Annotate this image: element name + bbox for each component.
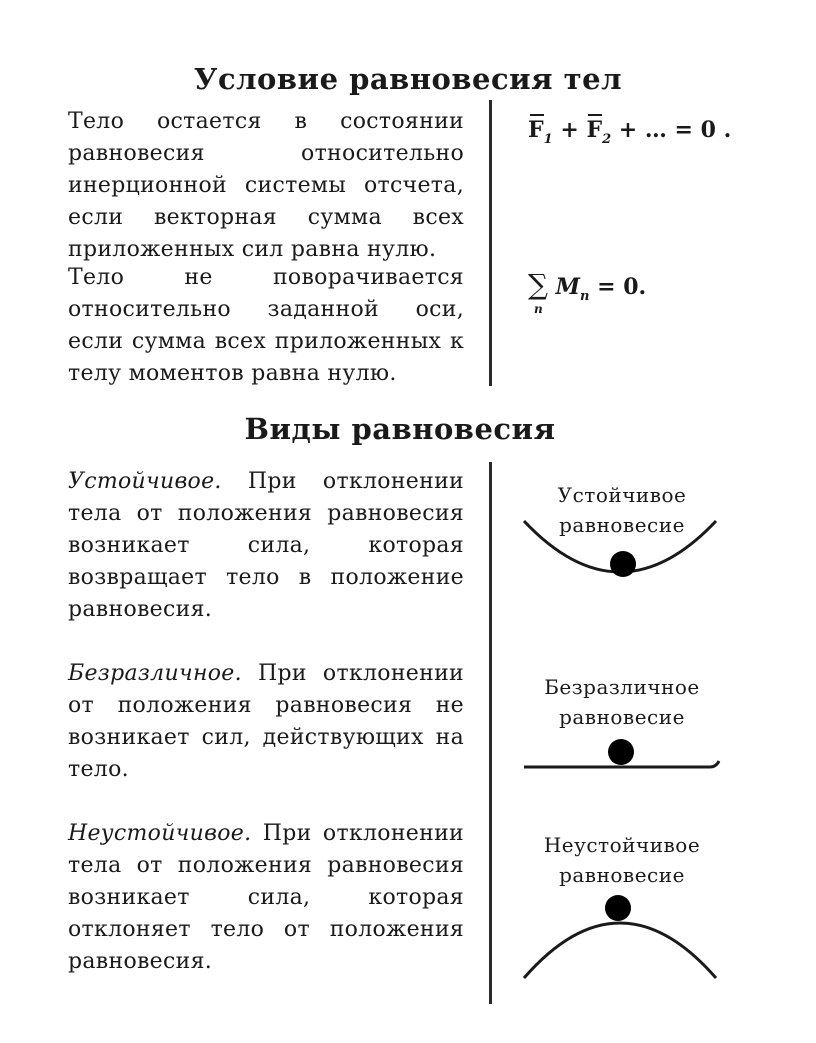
neutral-label-line2: равновесие (559, 705, 685, 729)
neutral-description: При отклонении от положения равновесия не возникает сил, действующих на тело. (68, 661, 464, 782)
neutral-equilibrium-diagram (520, 730, 725, 775)
unstable-label-line2: равновесие (559, 863, 685, 887)
neutral-diagram-label (512, 672, 732, 732)
neutral-label-line1: Безразличное (544, 675, 700, 699)
neutral-equilibrium-text (68, 658, 464, 786)
f2-subscript: 2 (602, 132, 612, 147)
column-divider (489, 100, 492, 386)
unstable-equilibrium-text (68, 818, 464, 978)
force-condition-text: Тело остается в состоянии равновесия относительно инерционной системы отсчета, если векторная сумма всех приложенных сил равна нулю. (68, 109, 464, 262)
stable-description: При отклонении тела от положения равновесия возникает сила, которая возвращает тело в положение равновесия. (68, 469, 464, 622)
f1-subscript: 1 (543, 132, 553, 147)
force-sum-formula (528, 117, 731, 147)
ball-icon (608, 739, 634, 765)
sigma-icon: ∑ (528, 268, 548, 301)
ball-icon (605, 895, 631, 921)
ball-icon (610, 551, 636, 577)
stable-label-line2: равновесие (559, 513, 685, 537)
sigma-symbol-wrap (528, 268, 548, 316)
stable-equilibrium-diagram (520, 515, 720, 585)
stable-term: Устойчивое. (68, 469, 222, 494)
stable-label-line1: Устойчивое (557, 483, 687, 507)
column-divider (489, 462, 492, 1004)
formula-rest: = 0. (589, 274, 647, 300)
unstable-term: Неустойчивое. (68, 821, 252, 846)
formula-rest: + … = 0 . (611, 117, 732, 143)
moment-subscript: n (580, 289, 590, 304)
moment-condition-text: Тело не поворачивается относительно заданной оси, если сумма всех приложенных к телу моментов равна нулю. (68, 265, 464, 386)
unstable-label-line1: Неустойчивое (543, 833, 701, 857)
moment-sum-formula (528, 268, 647, 316)
neutral-term: Безразличное. (68, 661, 242, 686)
moment-symbol: M (555, 274, 581, 300)
section-title-equilibrium-types: Виды равновесия (244, 412, 556, 446)
unstable-description: При отклонении тела от положения равновесия возникает сила, которая отклоняет тело от положения равновесия. (68, 821, 464, 974)
convex-surface (524, 923, 716, 978)
stable-equilibrium-text (68, 466, 464, 626)
unstable-diagram-label (512, 830, 732, 890)
section-title-equilibrium-condition: Условие равновесия тел (193, 62, 623, 96)
sigma-subscript: n (534, 302, 543, 316)
vector-f2: F (586, 117, 603, 143)
plus-sign: + (552, 117, 587, 143)
unstable-equilibrium-diagram (520, 890, 720, 985)
vector-f1: F (528, 117, 544, 143)
